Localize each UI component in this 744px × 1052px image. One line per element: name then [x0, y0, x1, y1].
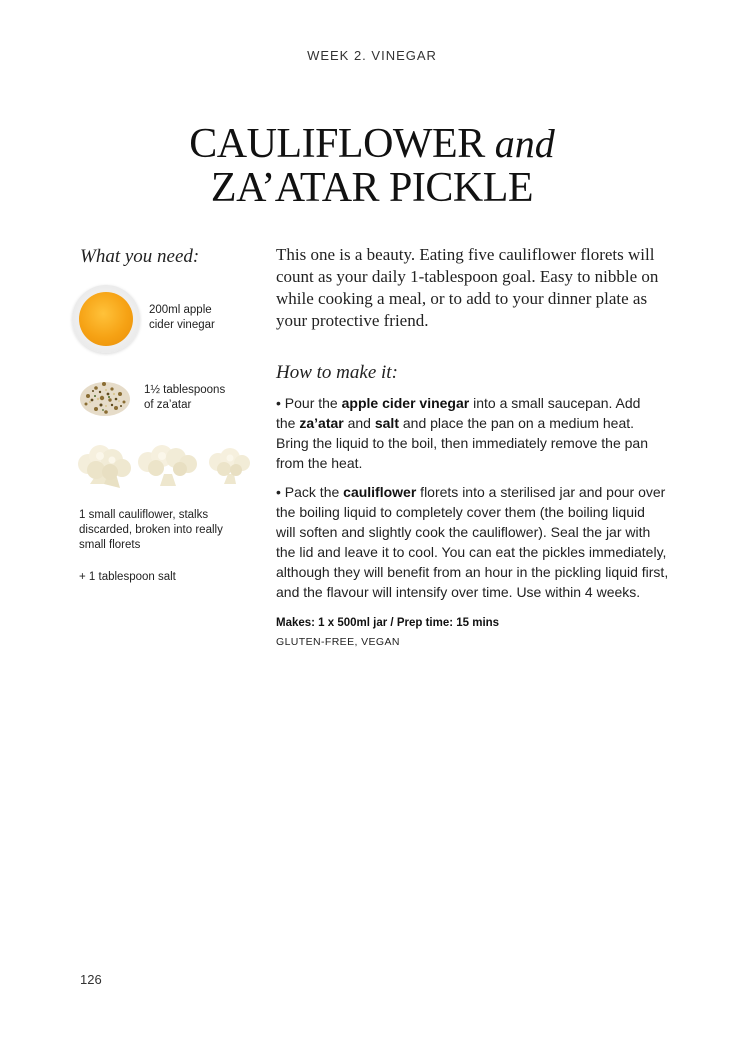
cauliflower-icon: [76, 444, 254, 504]
title-main: CAULIFLOWER: [189, 121, 485, 167]
ingredient-cauliflower: 1 small cauliflower, stalks discarded, broken into really small florets: [79, 509, 223, 551]
ingredients-heading: What you need:: [80, 246, 200, 267]
ingredient-vinegar: 200ml apple cider vinegar: [149, 304, 215, 331]
diet-info: GLUTEN-FREE, VEGAN: [276, 636, 400, 648]
ingredient-salt: + 1 tablespoon salt: [79, 571, 176, 583]
page-number: 126: [80, 972, 102, 987]
recipe-title: [0, 122, 744, 210]
ingredient-zaatar: 1½ tablespoons of za’atar: [144, 384, 226, 411]
title-line-2: ZA’ATAR PICKLE: [210, 165, 534, 211]
method-heading: How to make it:: [276, 362, 398, 383]
section-header: WEEK 2. VINEGAR: [307, 48, 437, 63]
method-step-2: • Pack the cauliflower florets into a sterilised jar and pour over the boiling liquid to completely cover them (the boiling liquid will soften and slightly cook the cauliflower). Seal the jar with the lid and leave it to cool. You can eat the pickles immediately, although they will benefit from an hour in the pickling liquid first, and the flavour will intensify over time. Use within 4 weeks.: [276, 484, 669, 600]
method-step-1: • Pour the apple cider vinegar into a small saucepan. Add the za’atar and salt and place the pan on a medium heat. Bring the liquid to the boil, then immediately remove the pan from the heat.: [276, 395, 648, 471]
recipe-intro: This one is a beauty. Eating five cauliflower florets will count as your daily 1-tablespoon goal. Easy to nibble on while cooking a meal, or to add to your dinner plate as your protective friend.: [276, 245, 659, 330]
vinegar-bowl-icon: [72, 285, 140, 353]
zaatar-spice-icon: [76, 372, 134, 422]
makes-info: Makes: 1 x 500ml jar / Prep time: 15 mins: [276, 617, 500, 629]
title-conjunction: and: [494, 121, 555, 166]
